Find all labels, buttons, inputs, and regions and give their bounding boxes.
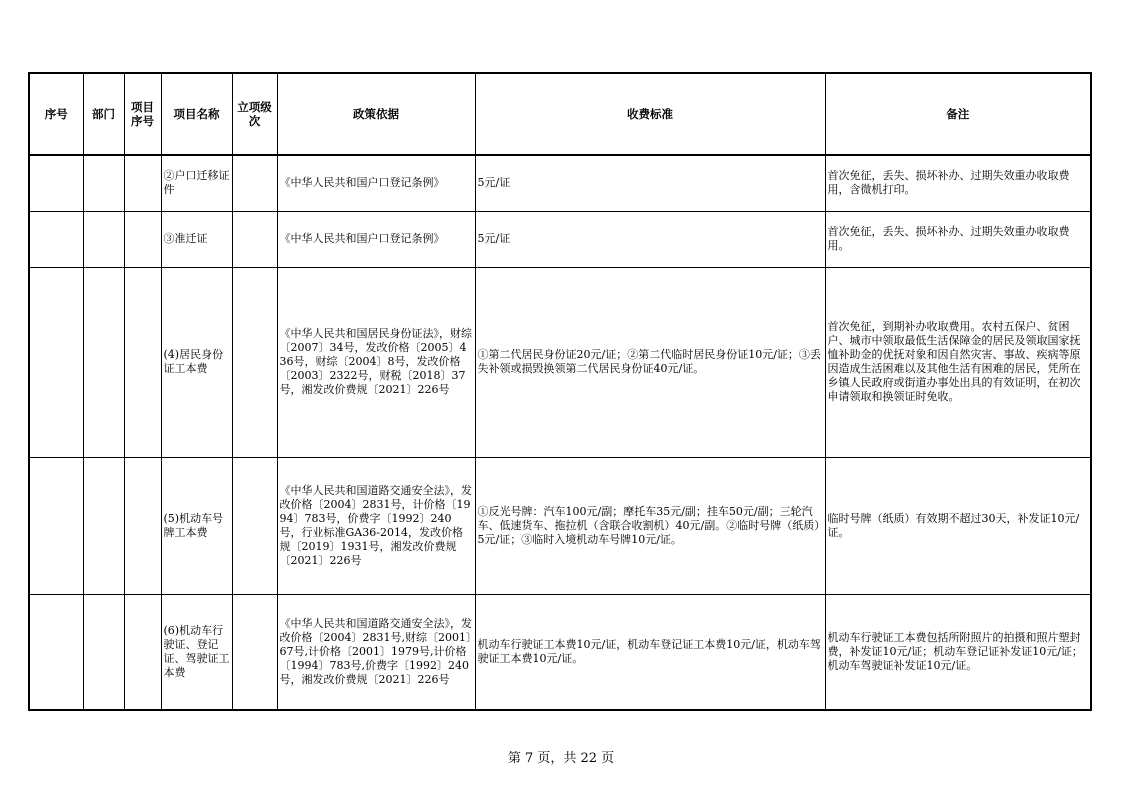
cell-item-seq — [124, 155, 161, 211]
cell-item-name: ②户口迁移证件 — [161, 155, 232, 211]
cell-seq — [29, 457, 83, 594]
cell-item-name: ③准迁证 — [161, 211, 232, 267]
fee-table — [28, 72, 1092, 711]
cell-standard: ①反光号牌：汽车100元/副；摩托车35元/副；挂车50元/副；三轮汽车、低速货车、拖拉机（含联合收割机）40元/副。②临时号牌（纸质）5元/证；③临时入境机动车号牌10元/证。 — [475, 457, 825, 594]
cell-policy: 《中华人民共和国户口登记条例》 — [277, 211, 475, 267]
cell-seq — [29, 155, 83, 211]
cell-dept — [83, 155, 124, 211]
cell-level — [232, 457, 277, 594]
cell-policy: 《中华人民共和国道路交通安全法》，发改价格〔2004〕2831号,财综〔2001〕67号,计价格〔2001〕1979号,计价格〔1994〕783号,价费字〔1992〕240号，湘发改价费规〔2021〕226号 — [277, 594, 475, 710]
cell-seq — [29, 594, 83, 710]
cell-standard: 5元/证 — [475, 155, 825, 211]
cell-item-name: (4)居民身份证工本费 — [161, 267, 232, 457]
cell-standard: 机动车行驶证工本费10元/证，机动车登记证工本费10元/证，机动车驾驶证工本费10元/证。 — [475, 594, 825, 710]
header-dept: 部门 — [83, 73, 124, 155]
cell-item-name: (6)机动车行驶证、登记证、驾驶证工本费 — [161, 594, 232, 710]
cell-dept — [83, 211, 124, 267]
header-row — [29, 73, 1091, 155]
cell-remark: 首次免征，丢失、损坏补办、过期失效重办收取费用。 — [825, 211, 1091, 267]
cell-remark: 首次免征，到期补办收取费用。农村五保户、贫困户、城市中领取最低生活保障金的居民及领取国家抚恤补助金的优抚对象和因自然灾害、事故、疾病等原因造成生活困难以及其他生活有困难的居民，凭所在乡镇人民政府或街道办事处出具的有效证明，在初次申请领取和换领证时免收。 — [825, 267, 1091, 457]
cell-remark: 首次免征，丢失、损坏补办、过期失效重办收取费用，含微机打印。 — [825, 155, 1091, 211]
table-row — [29, 211, 1091, 267]
cell-level — [232, 594, 277, 710]
cell-dept — [83, 594, 124, 710]
cell-remark: 临时号牌（纸质）有效期不超过30天，补发证10元/证。 — [825, 457, 1091, 594]
cell-policy: 《中华人民共和国居民身份证法》，财综〔2007〕34号，发改价格〔2005〕436号，财综〔2004〕8号，发改价格〔2003〕2322号，财税〔2018〕37号，湘发改价费规〔2021〕226号 — [277, 267, 475, 457]
table-row — [29, 267, 1091, 457]
cell-level — [232, 267, 277, 457]
header-seq: 序号 — [29, 73, 83, 155]
header-item-seq: 项目序号 — [124, 73, 161, 155]
cell-item-seq — [124, 457, 161, 594]
table-row — [29, 155, 1091, 211]
table-row — [29, 457, 1091, 594]
cell-dept — [83, 267, 124, 457]
cell-remark: 机动车行驶证工本费包括所附照片的拍摄和照片塑封费，补发证10元/证；机动车登记证补发证10元/证；机动车驾驶证补发证10元/证。 — [825, 594, 1091, 710]
cell-seq — [29, 211, 83, 267]
table-row — [29, 594, 1091, 710]
cell-level — [232, 155, 277, 211]
cell-item-seq — [124, 211, 161, 267]
cell-item-name: (5)机动车号牌工本费 — [161, 457, 232, 594]
page-number: 第 7 页，共 22 页 — [507, 751, 615, 766]
header-item-name: 项目名称 — [161, 73, 232, 155]
cell-standard: ①第二代居民身份证20元/证；②第二代临时居民身份证10元/证；③丢失补领或损毁换领第二代居民身份证40元/证。 — [475, 267, 825, 457]
cell-policy: 《中华人民共和国道路交通安全法》，发改价格〔2004〕2831号，计价格〔1994〕783号，价费字〔1992〕240号，行业标准GA36-2014，发改价格规〔2019〕1931号，湘发改价费规〔2021〕226号 — [277, 457, 475, 594]
cell-level — [232, 211, 277, 267]
header-policy: 政策依据 — [277, 73, 475, 155]
header-remark: 备注 — [825, 73, 1091, 155]
header-standard: 收费标准 — [475, 73, 825, 155]
cell-item-seq — [124, 594, 161, 710]
cell-standard: 5元/证 — [475, 211, 825, 267]
cell-policy: 《中华人民共和国户口登记条例》 — [277, 155, 475, 211]
cell-dept — [83, 457, 124, 594]
cell-seq — [29, 267, 83, 457]
cell-item-seq — [124, 267, 161, 457]
header-level: 立项级次 — [232, 73, 277, 155]
